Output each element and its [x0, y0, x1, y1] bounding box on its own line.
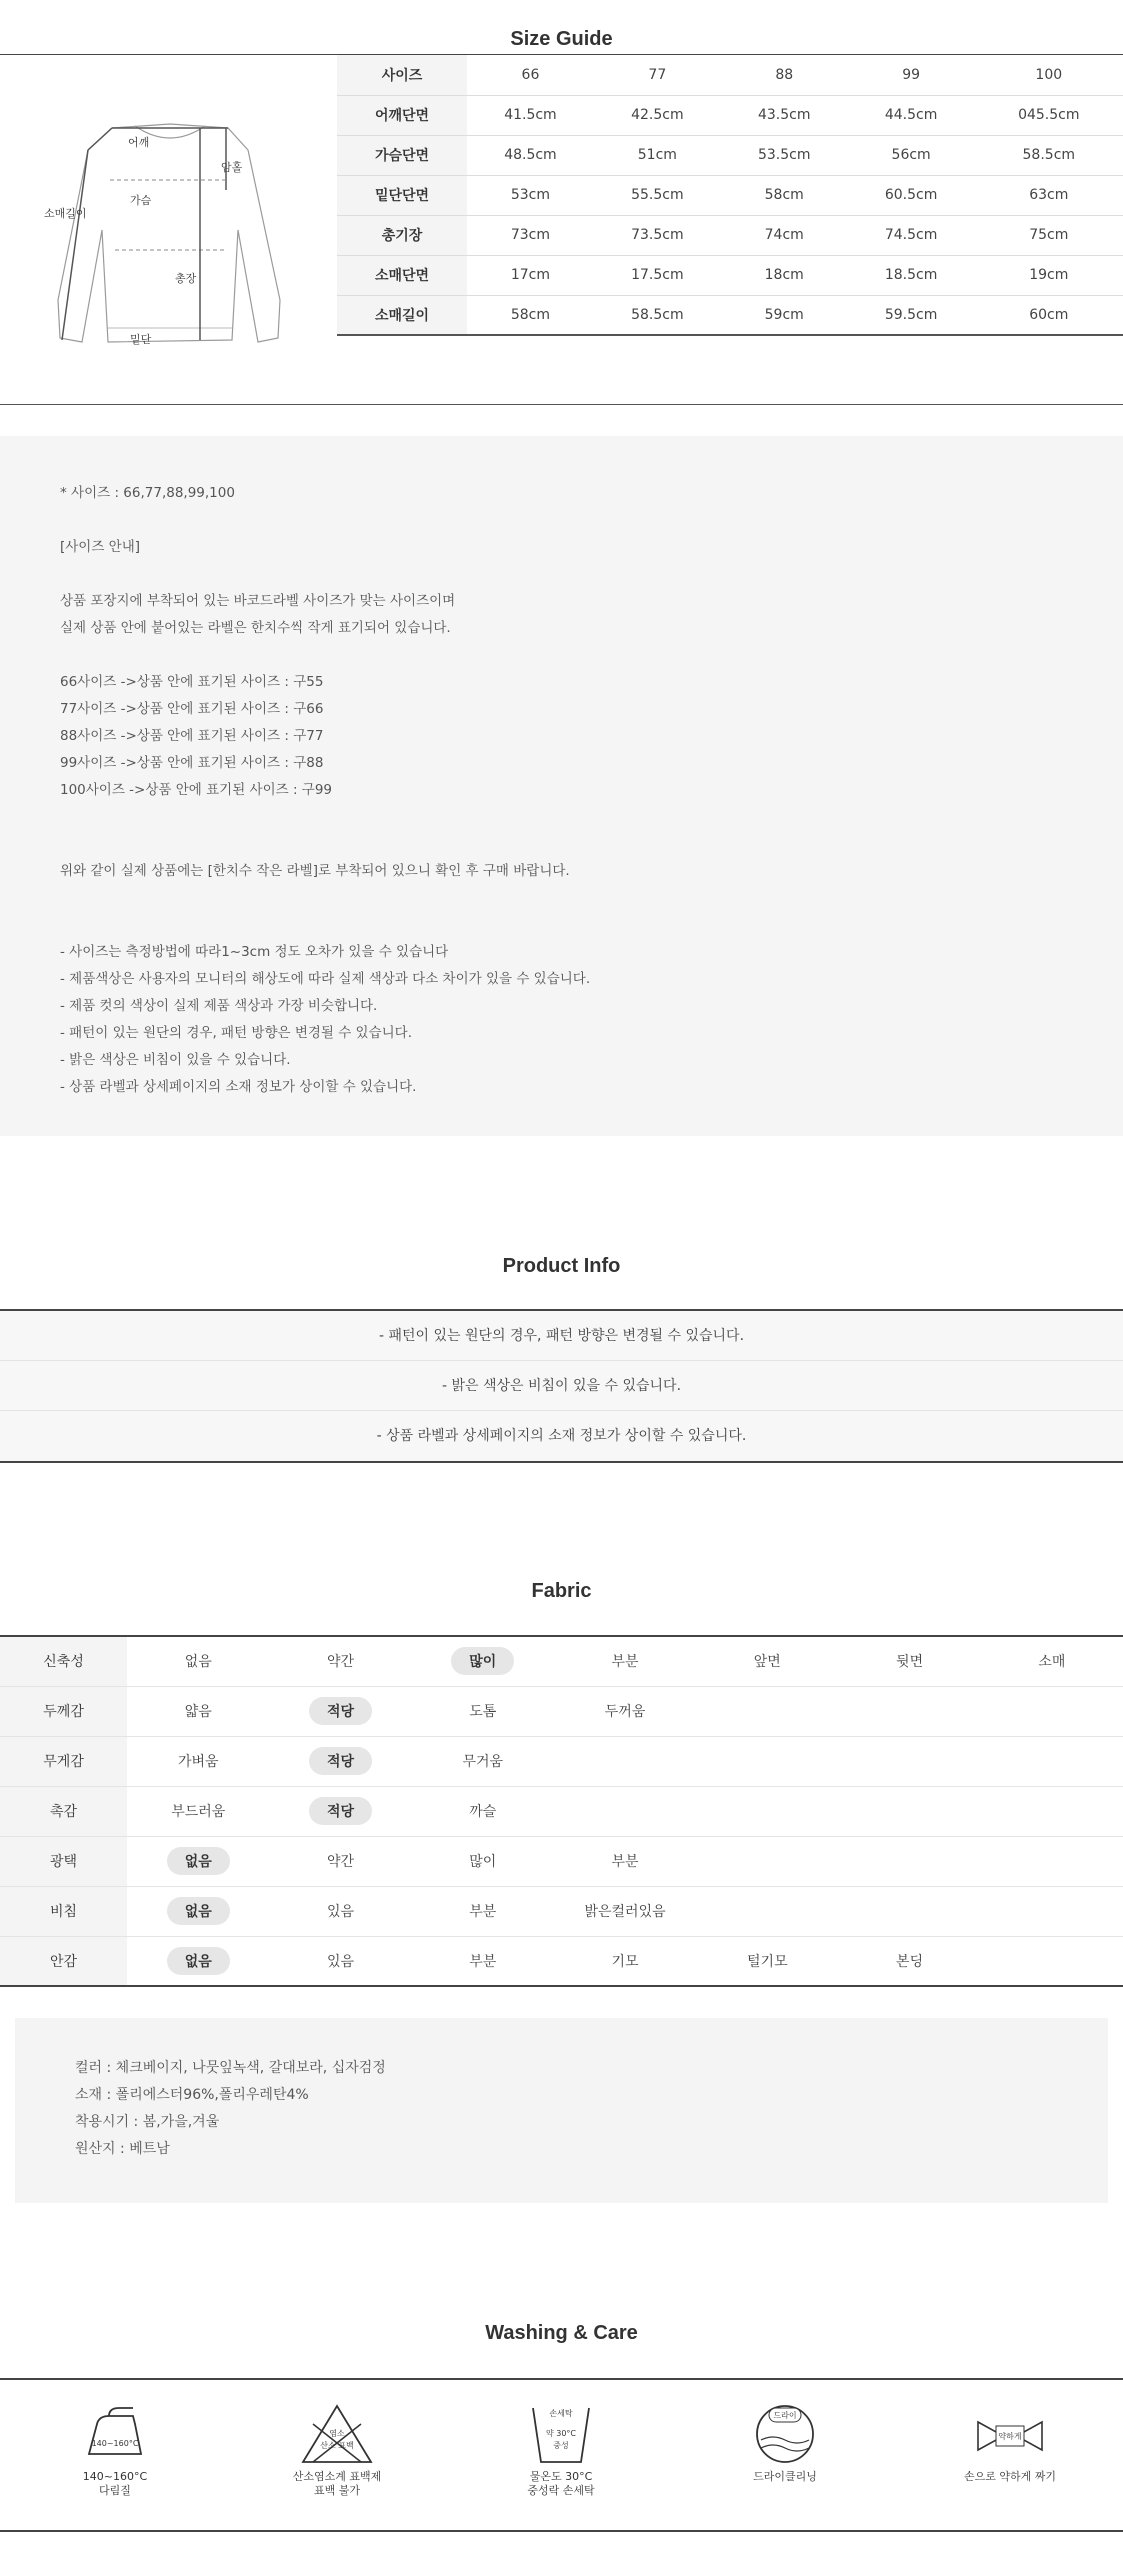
size-cell: 18.5cm: [848, 255, 975, 295]
size-cell: 60.5cm: [848, 175, 975, 215]
dry-clean-text: 드라이: [773, 2411, 797, 2420]
size-cell: 58.5cm: [594, 295, 721, 335]
size-notes-panel: [0, 436, 1123, 1136]
wash-label: 산소염소계 표백제: [292, 2470, 382, 2483]
size-guide-title: Size Guide: [510, 28, 613, 50]
fabric-option: [838, 1886, 980, 1936]
fabric-option-label: 본딩: [896, 1953, 924, 1970]
wring-text: 약하게: [998, 2432, 1022, 2441]
fabric-row-label: 비침: [0, 1886, 127, 1936]
wash-label: 손으로 약하게 짜기: [963, 2470, 1056, 2483]
size-header-cell: 99: [848, 55, 975, 95]
size-cell: 58cm: [467, 295, 594, 335]
sizes-line: * 사이즈 : 66,77,88,99,100: [60, 485, 235, 501]
fabric-option: [696, 1886, 838, 1936]
caution-line: - 밝은 색상은 비침이 있을 수 있습니다.: [60, 1052, 291, 1068]
caution-line: - 제품색상은 사용자의 모니터의 해상도에 따라 실제 색상과 다소 차이가 있을 수 있습니다.: [60, 971, 591, 987]
hand-wash-tub-icon: [521, 2402, 601, 2466]
size-cell: 63cm: [975, 175, 1123, 215]
fabric-option-label: 얇음: [184, 1704, 212, 1720]
fabric-row: [0, 1786, 1123, 1836]
size-cell: 19cm: [975, 255, 1123, 295]
fabric-option: [838, 1936, 980, 1986]
fabric-option-label: 많이: [469, 1854, 497, 1870]
bleach-text: 산소 표백: [320, 2441, 354, 2450]
size-cell: 75cm: [975, 215, 1123, 255]
fabric-option: [696, 1836, 838, 1886]
fabric-row: [0, 1836, 1123, 1886]
wash-item: [705, 2402, 865, 2484]
size-row: [337, 295, 1123, 335]
fabric-row-label: 무게감: [0, 1736, 127, 1786]
wash-label: 물온도 30°C: [529, 2470, 593, 2483]
fabric-row-label: 광택: [0, 1836, 127, 1886]
wash-label: 드라이클리닝: [753, 2470, 817, 2483]
fabric-option: [838, 1636, 980, 1686]
season-line: 착용시기 : 봄,가을,겨울: [75, 2114, 220, 2130]
fabric-option-label: 있음: [326, 1904, 355, 1920]
caution-line: - 사이즈는 측정방법에 따라1~3cm 정도 오차가 있을 수 있습니다: [60, 944, 449, 960]
wash-item: [35, 2402, 195, 2498]
product-info-row: - 패턴이 있는 원단의 경우, 패턴 방향은 변경될 수 있습니다.: [0, 1311, 1123, 1361]
fabric-option: [696, 1786, 838, 1836]
diagram-label-total-length: 총장: [175, 272, 197, 285]
size-header-cell: 100: [975, 55, 1123, 95]
fabric-option: [696, 1686, 838, 1736]
confirm-line: 위와 같이 실제 상품에는 [한치수 작은 라벨]로 부착되어 있으니 확인 후 구매 바랍니다.: [60, 863, 570, 879]
fabric-option-label: 부분: [469, 1953, 497, 1970]
size-cell: 58.5cm: [975, 135, 1123, 175]
fabric-option: [412, 1886, 554, 1936]
fabric-option: [127, 1686, 269, 1736]
fabric-option: [981, 1886, 1123, 1936]
product-info-list: [0, 1309, 1123, 1463]
size-cell: 43.5cm: [721, 95, 848, 135]
fabric-option: [412, 1836, 554, 1886]
fabric-option: [554, 1736, 696, 1786]
fabric-row: [0, 1636, 1123, 1686]
fabric-option-label: 약간: [326, 1654, 355, 1671]
size-cell: 53.5cm: [721, 135, 848, 175]
size-header-cell: 88: [721, 55, 848, 95]
fabric-option: [269, 1686, 411, 1736]
fabric-option-label: 기모: [611, 1953, 639, 1970]
fabric-option: [269, 1636, 411, 1686]
size-cell: 59cm: [721, 295, 848, 335]
fabric-option: [412, 1936, 554, 1986]
size-header-cell: 66: [467, 55, 594, 95]
wash-label: 140~160°C: [82, 2470, 148, 2483]
size-row: [337, 215, 1123, 255]
size-cell: 51cm: [594, 135, 721, 175]
size-cell: 045.5cm: [975, 95, 1123, 135]
size-cell: 48.5cm: [467, 135, 594, 175]
material-info-panel: [15, 2018, 1108, 2203]
size-row-label: 밑단단면: [337, 175, 467, 215]
tub-text: 중성: [553, 2441, 569, 2450]
fabric-option: [412, 1636, 554, 1686]
fabric-option-label: 소매: [1038, 1654, 1066, 1671]
size-cell: 58cm: [721, 175, 848, 215]
fabric-option-label: 부드러움: [171, 1804, 226, 1820]
size-header-cell: 사이즈: [337, 55, 467, 95]
product-info-row: - 상품 라벨과 상세페이지의 소재 정보가 상이할 수 있습니다.: [0, 1411, 1123, 1461]
wash-label: 표백 불가: [313, 2484, 360, 2497]
fabric-option: [554, 1836, 696, 1886]
size-guide-heading: [사이즈 안내]: [60, 539, 141, 555]
diagram-label-hem: 밑단: [130, 333, 152, 346]
caution-line: - 패턴이 있는 원단의 경우, 패턴 방향은 변경될 수 있습니다.: [60, 1025, 413, 1041]
fabric-table: [0, 1635, 1123, 1987]
diagram-label-chest: 가슴: [130, 194, 152, 207]
fabric-option-label: 무거움: [462, 1754, 504, 1770]
fabric-option: [269, 1786, 411, 1836]
fabric-option: [554, 1786, 696, 1836]
fabric-option: [696, 1636, 838, 1686]
mapping-line: 99사이즈 ->상품 안에 표기된 사이즈 : 구88: [60, 755, 324, 771]
caution-line: - 제품 컷의 색상이 실제 제품 색상과 가장 비슷합니다.: [60, 998, 378, 1014]
fabric-option-label: 약간: [326, 1854, 355, 1870]
fabric-title: Fabric: [531, 1580, 592, 1602]
size-row-label: 가슴단면: [337, 135, 467, 175]
fabric-option-label: 없음: [167, 1947, 230, 1975]
fabric-row-label: 신축성: [0, 1636, 127, 1686]
fabric-option: [412, 1786, 554, 1836]
size-cell: 60cm: [975, 295, 1123, 335]
fabric-option-label: 밝은컬러있음: [584, 1904, 666, 1920]
fabric-option: [127, 1836, 269, 1886]
size-cell: 55.5cm: [594, 175, 721, 215]
fabric-row-label: 안감: [0, 1936, 127, 1986]
fabric-option: [269, 1836, 411, 1886]
tub-text: 손세탁: [549, 2409, 573, 2418]
fabric-option: [412, 1686, 554, 1736]
size-row: [337, 255, 1123, 295]
fabric-option-label: 없음: [167, 1847, 230, 1875]
fabric-option: [981, 1736, 1123, 1786]
fabric-composition-line: 소재 : 폴리에스터96%,폴리우레탄4%: [75, 2087, 309, 2103]
size-cell: 53cm: [467, 175, 594, 215]
guide-line: 상품 포장지에 부착되어 있는 바코드라벨 사이즈가 맞는 사이즈이며: [60, 593, 456, 609]
fabric-option: [127, 1786, 269, 1836]
fabric-option: [412, 1736, 554, 1786]
size-row-label: 소매길이: [337, 295, 467, 335]
fabric-option: [981, 1836, 1123, 1886]
mapping-line: 100사이즈 ->상품 안에 표기된 사이즈 : 구99: [60, 782, 332, 798]
fabric-option-label: 적당: [309, 1747, 372, 1775]
size-table: [337, 55, 1123, 336]
caution-line: - 상품 라벨과 상세페이지의 소재 정보가 상이할 수 있습니다.: [60, 1079, 417, 1095]
fabric-option: [554, 1686, 696, 1736]
size-cell: 42.5cm: [594, 95, 721, 135]
fabric-option: [838, 1786, 980, 1836]
fabric-option-label: 두꺼움: [604, 1704, 646, 1720]
wring-gently-icon: [970, 2402, 1050, 2466]
size-cell: 59.5cm: [848, 295, 975, 335]
wash-item: [257, 2402, 417, 2498]
fabric-option: [981, 1786, 1123, 1836]
fabric-option: [127, 1736, 269, 1786]
bleach-text: 염소: [329, 2429, 345, 2438]
iron-icon: [75, 2402, 155, 2466]
fabric-row: [0, 1936, 1123, 1986]
fabric-option: [981, 1686, 1123, 1736]
origin-line: 원산지 : 베트남: [75, 2141, 170, 2157]
mapping-line: 66사이즈 ->상품 안에 표기된 사이즈 : 구55: [60, 674, 324, 690]
guide-line: 실제 상품 안에 붙어있는 라벨은 한치수씩 작게 표기되어 있습니다.: [60, 620, 451, 636]
fabric-option: [838, 1836, 980, 1886]
fabric-option: [981, 1636, 1123, 1686]
dry-clean-circle-icon: [745, 2402, 825, 2466]
size-row: [337, 135, 1123, 175]
tub-text: 약 30°C: [545, 2429, 577, 2438]
size-header-cell: 77: [594, 55, 721, 95]
product-info-title: Product Info: [502, 1255, 621, 1277]
fabric-option: [696, 1936, 838, 1986]
fabric-row: [0, 1686, 1123, 1736]
size-cell: 18cm: [721, 255, 848, 295]
size-cell: 17cm: [467, 255, 594, 295]
fabric-option: [554, 1886, 696, 1936]
fabric-option: [696, 1736, 838, 1786]
fabric-option: [554, 1936, 696, 1986]
color-line: 컬러 : 체크베이지, 나뭇잎녹색, 갈대보라, 십자검정: [75, 2060, 386, 2076]
bleach-triangle-icon: [297, 2402, 377, 2466]
fabric-option: [269, 1886, 411, 1936]
fabric-option-label: 많이: [451, 1647, 514, 1675]
fabric-row-label: 촉감: [0, 1786, 127, 1836]
size-header-row: [337, 55, 1123, 95]
size-row-label: 총기장: [337, 215, 467, 255]
fabric-option-label: 가벼움: [177, 1754, 219, 1770]
fabric-option-label: 부분: [611, 1654, 639, 1671]
fabric-option-label: 적당: [309, 1697, 372, 1725]
fabric-option-label: 까슬: [469, 1804, 497, 1820]
fabric-option-label: 있음: [326, 1953, 355, 1970]
wash-item: [930, 2402, 1090, 2484]
fabric-option-label: 앞면: [753, 1654, 781, 1671]
fabric-option: [269, 1736, 411, 1786]
diagram-label-armhole: 암홀: [221, 161, 243, 174]
size-cell: 17.5cm: [594, 255, 721, 295]
size-cell: 73.5cm: [594, 215, 721, 255]
size-cell: 41.5cm: [467, 95, 594, 135]
fabric-option: [981, 1936, 1123, 1986]
size-cell: 74.5cm: [848, 215, 975, 255]
iron-temp: 140~160°C: [91, 2439, 139, 2448]
size-row: [337, 95, 1123, 135]
product-info-row: - 밝은 색상은 비침이 있을 수 있습니다.: [0, 1361, 1123, 1411]
fabric-row: [0, 1736, 1123, 1786]
wash-label: 중성락 손세탁: [527, 2484, 595, 2497]
wash-label: 다림질: [99, 2484, 131, 2497]
divider: [0, 404, 1123, 405]
fabric-option-label: 털기모: [747, 1953, 788, 1970]
size-cell: 56cm: [848, 135, 975, 175]
fabric-option-label: 없음: [167, 1897, 230, 1925]
washing-title: Washing & Care: [485, 2322, 638, 2344]
size-row: [337, 175, 1123, 215]
size-cell: 44.5cm: [848, 95, 975, 135]
fabric-option-label: 부분: [469, 1904, 497, 1920]
mapping-line: 77사이즈 ->상품 안에 표기된 사이즈 : 구66: [60, 701, 324, 717]
fabric-row-label: 두께감: [0, 1686, 127, 1736]
fabric-option: [127, 1886, 269, 1936]
diagram-label-shoulder: 어깨: [128, 136, 150, 149]
fabric-option: [838, 1686, 980, 1736]
size-row-label: 소매단면: [337, 255, 467, 295]
wash-item: [481, 2402, 641, 2498]
fabric-option-label: 없음: [184, 1654, 212, 1671]
fabric-option: [127, 1936, 269, 1986]
fabric-option: [269, 1936, 411, 1986]
diagram-label-sleeve-length: 소매길이: [44, 207, 87, 220]
size-cell: 74cm: [721, 215, 848, 255]
size-cell: 73cm: [467, 215, 594, 255]
fabric-row: [0, 1886, 1123, 1936]
fabric-option-label: 적당: [309, 1797, 372, 1825]
sweater-measurement-diagram: [30, 110, 300, 370]
size-row-label: 어깨단면: [337, 95, 467, 135]
fabric-option-label: 뒷면: [896, 1654, 924, 1671]
fabric-option-label: 도톰: [469, 1704, 497, 1720]
fabric-option-label: 부분: [611, 1854, 639, 1870]
fabric-option: [127, 1636, 269, 1686]
mapping-line: 88사이즈 ->상품 안에 표기된 사이즈 : 구77: [60, 728, 324, 744]
washing-care-panel: [0, 2378, 1123, 2532]
fabric-option: [554, 1636, 696, 1686]
fabric-option: [838, 1736, 980, 1786]
